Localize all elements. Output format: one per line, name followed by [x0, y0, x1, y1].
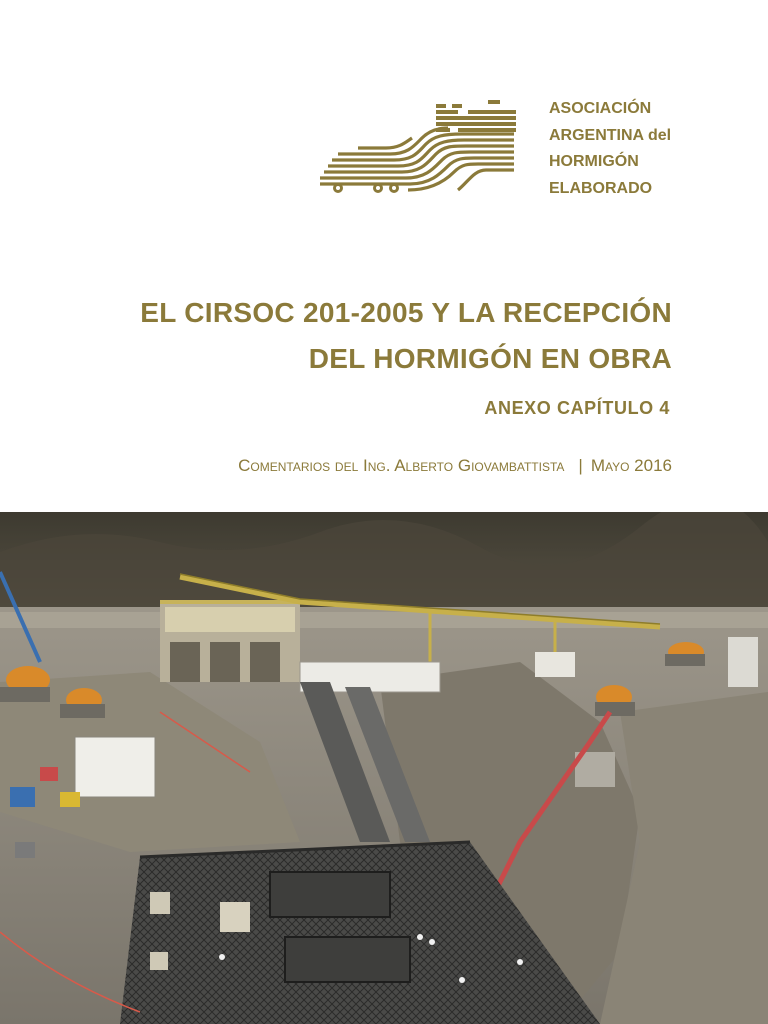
pump-truck [75, 737, 155, 797]
document-subtitle: ANEXO CAPÍTULO 4 [484, 398, 670, 418]
organization-name [549, 96, 671, 202]
document-title-line: EL CIRSOC 201-2005 Y LA RECEPCIÓN [140, 297, 672, 328]
batching-plant [160, 602, 300, 682]
organization-logo [318, 96, 678, 200]
document-title [140, 290, 672, 382]
author-line: Comentarios del Ing. Alberto Giovambattista [238, 456, 565, 475]
credits-separator: | [578, 456, 583, 475]
concrete-truck-logo-icon [318, 96, 518, 196]
publication-date: Mayo 2016 [590, 456, 672, 475]
organization-name-line: HORMIGÓN [549, 153, 639, 170]
document-credits [238, 456, 672, 476]
construction-site-illustration [0, 512, 768, 1024]
organization-name-line: ARGENTINA del [549, 126, 672, 144]
organization-name-line: ASOCIACIÓN [549, 100, 652, 117]
organization-name-line: ELABORADO [549, 179, 653, 197]
document-title-line: DEL HORMIGÓN EN OBRA [308, 343, 672, 374]
construction-site-photo [0, 512, 768, 1024]
